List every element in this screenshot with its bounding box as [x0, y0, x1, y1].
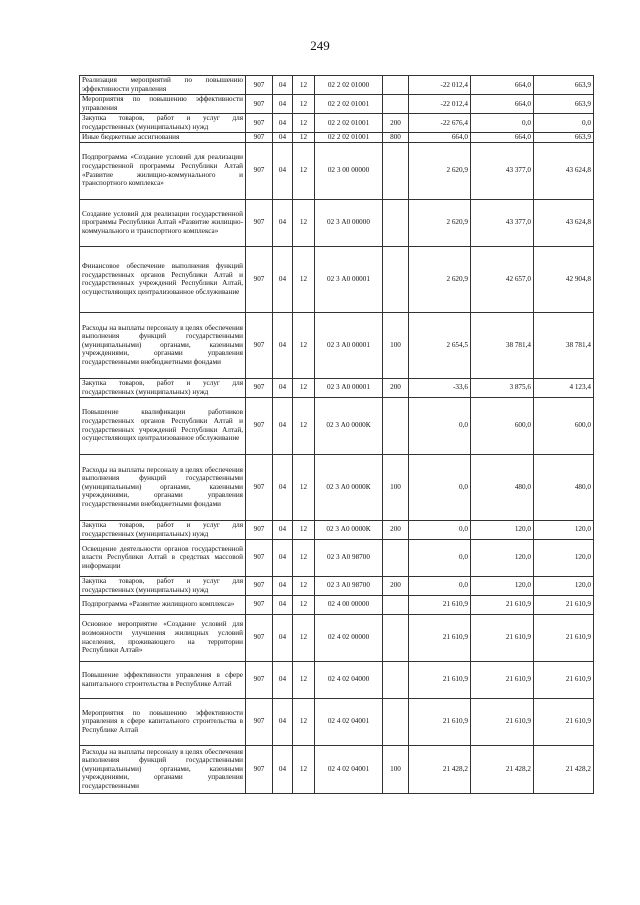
row-name: Расходы на выплаты персоналу в целях обеспечения выполнения функций государственными (муниципальными) органами, казенными учреждениями, органами управления государственными — [80, 745, 246, 793]
cell-amount-1: 0,0 — [409, 397, 471, 454]
row-name: Подпрограмма «Развитие жилищного комплекса» — [80, 595, 246, 614]
cell-amount-2: 664,0 — [471, 95, 534, 114]
table-row — [80, 246, 594, 312]
cell-amount-1: 2 620,9 — [409, 199, 471, 246]
cell-subsection: 12 — [293, 312, 315, 378]
cell-amount-1: 0,0 — [409, 520, 471, 539]
cell-target-article: 02 3 А0 98700 — [315, 539, 383, 576]
row-name: Закупка товаров, работ и услуг для государственных (муниципальных) нужд — [80, 378, 246, 397]
cell-subsection: 12 — [293, 114, 315, 133]
cell-section: 04 — [273, 142, 293, 199]
cell-amount-3: 663,9 — [534, 133, 594, 143]
cell-admin-code: 907 — [246, 397, 273, 454]
row-name: Закупка товаров, работ и услуг для государственных (муниципальных) нужд — [80, 576, 246, 595]
cell-amount-3: 120,0 — [534, 576, 594, 595]
row-name: Подпрограмма «Создание условий для реализации государственной программы Республики Алтай «Развитие жилищно-коммунального и транспортного комплекса» — [80, 142, 246, 199]
cell-subsection: 12 — [293, 142, 315, 199]
cell-amount-2: 42 657,0 — [471, 246, 534, 312]
cell-section: 04 — [273, 397, 293, 454]
cell-target-article: 02 3 А0 00000 — [315, 199, 383, 246]
cell-section: 04 — [273, 454, 293, 520]
row-name: Мероприятия по повышению эффективности управления — [80, 95, 246, 114]
row-name: Расходы на выплаты персоналу в целях обеспечения выполнения функций государственными (муниципальными) органами, казенными учреждениями, органами управления государственными внебюджетными фондами — [80, 454, 246, 520]
row-name: Иные бюджетные ассигнования — [80, 133, 246, 143]
row-name: Закупка товаров, работ и услуг для государственных (муниципальных) нужд — [80, 520, 246, 539]
cell-expense-type: 200 — [383, 378, 409, 397]
cell-admin-code: 907 — [246, 745, 273, 793]
row-name: Реализация мероприятий по повышению эффективности управления — [80, 76, 246, 95]
cell-amount-2: 0,0 — [471, 114, 534, 133]
table-row — [80, 199, 594, 246]
cell-section: 04 — [273, 76, 293, 95]
cell-target-article: 02 3 А0 00001 — [315, 378, 383, 397]
row-name: Финансовое обеспечение выполнения функций государственных органов Республики Алтай и государственных учреждений Республики Алтай, осуществляющих централизованное обслуживание — [80, 246, 246, 312]
cell-section: 04 — [273, 114, 293, 133]
cell-amount-1: -22 012,4 — [409, 95, 471, 114]
cell-admin-code: 907 — [246, 539, 273, 576]
cell-expense-type — [383, 661, 409, 698]
cell-section: 04 — [273, 661, 293, 698]
row-name: Освещение деятельности органов государственной власти Республики Алтай в средствах массовой информации — [80, 539, 246, 576]
cell-target-article: 02 3 А0 98700 — [315, 576, 383, 595]
cell-target-article: 02 3 А0 0000К — [315, 454, 383, 520]
cell-admin-code: 907 — [246, 661, 273, 698]
cell-admin-code: 907 — [246, 378, 273, 397]
table-body — [80, 76, 594, 794]
cell-amount-3: 663,9 — [534, 76, 594, 95]
cell-amount-1: 21 610,9 — [409, 698, 471, 745]
cell-admin-code: 907 — [246, 698, 273, 745]
cell-expense-type — [383, 698, 409, 745]
row-name: Расходы на выплаты персоналу в целях обеспечения выполнения функций государственными (муниципальными) органами, казенными учреждениями, органами управления государственными внебюджетными фондами — [80, 312, 246, 378]
cell-section: 04 — [273, 595, 293, 614]
cell-admin-code: 907 — [246, 142, 273, 199]
table-row — [80, 76, 594, 95]
cell-amount-3: 600,0 — [534, 397, 594, 454]
table-row — [80, 397, 594, 454]
cell-amount-3: 4 123,4 — [534, 378, 594, 397]
cell-admin-code: 907 — [246, 114, 273, 133]
cell-expense-type — [383, 539, 409, 576]
cell-section: 04 — [273, 199, 293, 246]
cell-admin-code: 907 — [246, 614, 273, 661]
cell-amount-2: 21 610,9 — [471, 595, 534, 614]
cell-expense-type — [383, 397, 409, 454]
cell-expense-type: 200 — [383, 576, 409, 595]
cell-subsection: 12 — [293, 246, 315, 312]
table-row — [80, 595, 594, 614]
cell-amount-2: 120,0 — [471, 539, 534, 576]
cell-section: 04 — [273, 246, 293, 312]
cell-expense-type: 100 — [383, 745, 409, 793]
cell-amount-2: 21 610,9 — [471, 661, 534, 698]
cell-amount-1: 0,0 — [409, 454, 471, 520]
cell-amount-1: 0,0 — [409, 576, 471, 595]
table-row — [80, 520, 594, 539]
cell-section: 04 — [273, 576, 293, 595]
cell-admin-code: 907 — [246, 199, 273, 246]
cell-subsection: 12 — [293, 133, 315, 143]
cell-subsection: 12 — [293, 95, 315, 114]
row-name: Основное мероприятие «Создание условий для возможности улучшения жилищных условий населения, проживающего на территории Республики Алтай» — [80, 614, 246, 661]
table-row — [80, 142, 594, 199]
cell-section: 04 — [273, 698, 293, 745]
cell-amount-3: 42 904,8 — [534, 246, 594, 312]
cell-expense-type — [383, 246, 409, 312]
cell-admin-code: 907 — [246, 576, 273, 595]
cell-subsection: 12 — [293, 378, 315, 397]
table-row — [80, 312, 594, 378]
cell-amount-3: 43 624,8 — [534, 142, 594, 199]
cell-section: 04 — [273, 378, 293, 397]
cell-expense-type: 100 — [383, 312, 409, 378]
page-number: 249 — [310, 38, 330, 53]
cell-amount-3: 43 624,8 — [534, 199, 594, 246]
cell-amount-1: 21 428,2 — [409, 745, 471, 793]
cell-amount-1: -22 012,4 — [409, 76, 471, 95]
cell-subsection: 12 — [293, 745, 315, 793]
table-row — [80, 539, 594, 576]
cell-target-article: 02 3 00 00000 — [315, 142, 383, 199]
cell-amount-1: 21 610,9 — [409, 661, 471, 698]
cell-section: 04 — [273, 745, 293, 793]
cell-expense-type — [383, 76, 409, 95]
cell-section: 04 — [273, 312, 293, 378]
cell-amount-2: 21 610,9 — [471, 698, 534, 745]
cell-target-article: 02 2 02 01001 — [315, 95, 383, 114]
cell-amount-3: 21 610,9 — [534, 614, 594, 661]
cell-amount-3: 21 610,9 — [534, 595, 594, 614]
table-row — [80, 454, 594, 520]
cell-amount-3: 21 428,2 — [534, 745, 594, 793]
cell-amount-3: 480,0 — [534, 454, 594, 520]
cell-amount-3: 120,0 — [534, 539, 594, 576]
row-name: Повышение квалификации работников государственных органов Республики Алтай и государственных учреждений Республики Алтай, осуществляющих централизованное обслуживание — [80, 397, 246, 454]
row-name: Закупка товаров, работ и услуг для государственных (муниципальных) нужд — [80, 114, 246, 133]
cell-amount-1: 2 620,9 — [409, 142, 471, 199]
cell-admin-code: 907 — [246, 133, 273, 143]
row-name: Создание условий для реализации государственной программы Республики Алтай «Развитие жилищно-коммунального и транспортного комплекса» — [80, 199, 246, 246]
cell-amount-2: 120,0 — [471, 520, 534, 539]
cell-section: 04 — [273, 539, 293, 576]
cell-amount-2: 480,0 — [471, 454, 534, 520]
cell-amount-3: 120,0 — [534, 520, 594, 539]
cell-expense-type — [383, 199, 409, 246]
cell-target-article: 02 3 А0 0000К — [315, 397, 383, 454]
cell-subsection: 12 — [293, 454, 315, 520]
cell-amount-3: 0,0 — [534, 114, 594, 133]
cell-amount-3: 38 781,4 — [534, 312, 594, 378]
table-row — [80, 614, 594, 661]
cell-amount-2: 664,0 — [471, 133, 534, 143]
cell-amount-2: 664,0 — [471, 76, 534, 95]
cell-admin-code: 907 — [246, 454, 273, 520]
cell-amount-2: 38 781,4 — [471, 312, 534, 378]
cell-admin-code: 907 — [246, 76, 273, 95]
cell-admin-code: 907 — [246, 246, 273, 312]
cell-target-article: 02 4 02 04001 — [315, 745, 383, 793]
cell-amount-2: 600,0 — [471, 397, 534, 454]
cell-target-article: 02 2 02 01000 — [315, 76, 383, 95]
cell-section: 04 — [273, 520, 293, 539]
cell-amount-1: -33,6 — [409, 378, 471, 397]
cell-expense-type: 200 — [383, 114, 409, 133]
cell-subsection: 12 — [293, 76, 315, 95]
cell-amount-2: 21 428,2 — [471, 745, 534, 793]
table-row — [80, 745, 594, 793]
cell-subsection: 12 — [293, 539, 315, 576]
cell-amount-1: 21 610,9 — [409, 595, 471, 614]
cell-amount-2: 43 377,0 — [471, 199, 534, 246]
cell-section: 04 — [273, 95, 293, 114]
table-row — [80, 378, 594, 397]
cell-expense-type: 800 — [383, 133, 409, 143]
cell-target-article: 02 3 А0 00001 — [315, 246, 383, 312]
cell-target-article: 02 4 02 04000 — [315, 661, 383, 698]
table-row — [80, 661, 594, 698]
cell-amount-1: 2 654,5 — [409, 312, 471, 378]
cell-expense-type — [383, 95, 409, 114]
row-name: Мероприятия по повышению эффективности управления в сфере капитального строительства в Республике Алтай — [80, 698, 246, 745]
cell-amount-1: -22 676,4 — [409, 114, 471, 133]
cell-expense-type — [383, 614, 409, 661]
cell-amount-1: 0,0 — [409, 539, 471, 576]
cell-subsection: 12 — [293, 520, 315, 539]
cell-amount-3: 21 610,9 — [534, 698, 594, 745]
table-row — [80, 698, 594, 745]
cell-amount-3: 21 610,9 — [534, 661, 594, 698]
cell-amount-2: 21 610,9 — [471, 614, 534, 661]
table-row — [80, 114, 594, 133]
cell-subsection: 12 — [293, 698, 315, 745]
cell-amount-1: 664,0 — [409, 133, 471, 143]
cell-target-article: 02 4 02 00000 — [315, 614, 383, 661]
cell-subsection: 12 — [293, 614, 315, 661]
cell-expense-type: 100 — [383, 454, 409, 520]
table-row — [80, 133, 594, 143]
table-row — [80, 95, 594, 114]
cell-amount-2: 3 875,6 — [471, 378, 534, 397]
budget-table — [79, 75, 594, 794]
cell-amount-3: 663,9 — [534, 95, 594, 114]
row-name: Повышение эффективности управления в сфере капитального строительства в Республике Алтай — [80, 661, 246, 698]
cell-amount-2: 43 377,0 — [471, 142, 534, 199]
cell-expense-type: 200 — [383, 520, 409, 539]
cell-admin-code: 907 — [246, 595, 273, 614]
cell-expense-type — [383, 595, 409, 614]
cell-target-article: 02 3 А0 00001 — [315, 312, 383, 378]
cell-target-article: 02 2 02 01001 — [315, 133, 383, 143]
cell-subsection: 12 — [293, 576, 315, 595]
table-row — [80, 576, 594, 595]
cell-amount-2: 120,0 — [471, 576, 534, 595]
cell-target-article: 02 4 02 04001 — [315, 698, 383, 745]
cell-section: 04 — [273, 133, 293, 143]
cell-subsection: 12 — [293, 661, 315, 698]
cell-expense-type — [383, 142, 409, 199]
cell-amount-1: 2 620,9 — [409, 246, 471, 312]
cell-subsection: 12 — [293, 199, 315, 246]
cell-admin-code: 907 — [246, 95, 273, 114]
cell-target-article: 02 4 00 00000 — [315, 595, 383, 614]
cell-target-article: 02 3 А0 0000К — [315, 520, 383, 539]
cell-amount-1: 21 610,9 — [409, 614, 471, 661]
cell-subsection: 12 — [293, 595, 315, 614]
cell-admin-code: 907 — [246, 312, 273, 378]
cell-admin-code: 907 — [246, 520, 273, 539]
cell-section: 04 — [273, 614, 293, 661]
cell-target-article: 02 2 02 01001 — [315, 114, 383, 133]
cell-subsection: 12 — [293, 397, 315, 454]
